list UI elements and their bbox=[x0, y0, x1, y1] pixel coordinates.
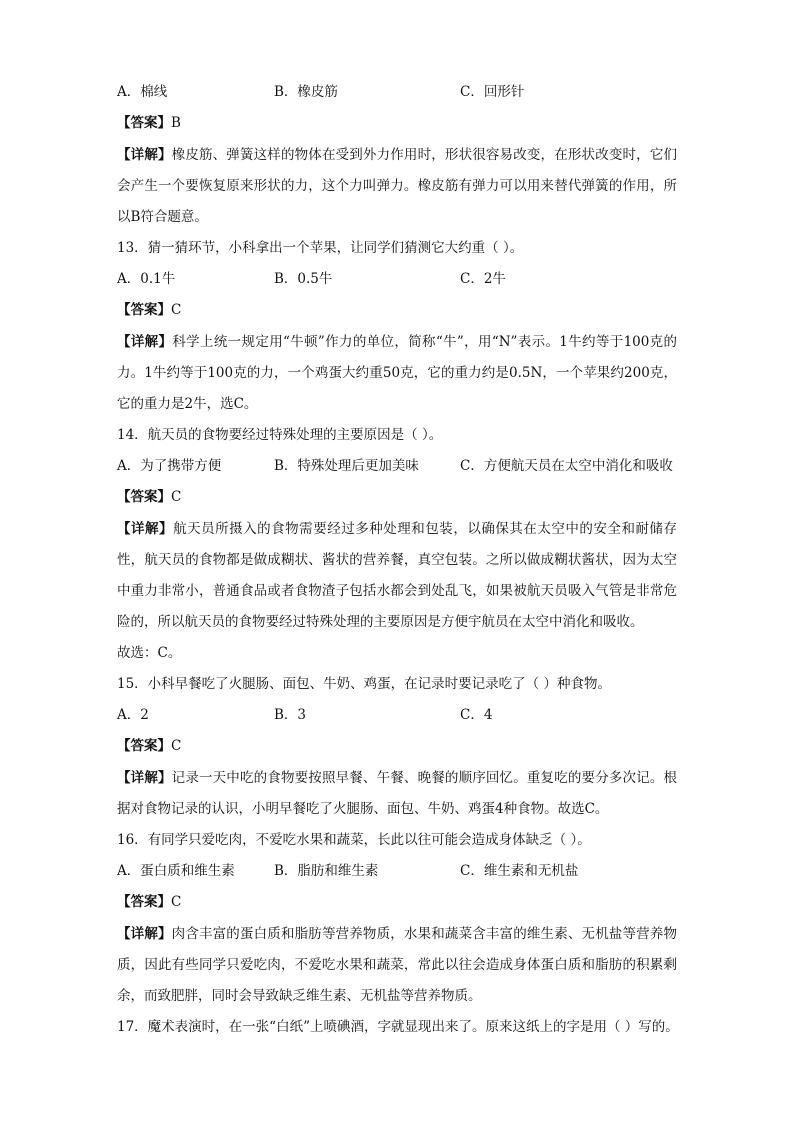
q15-answer-tag: 【答案】 bbox=[117, 738, 171, 754]
q14-question: 14．航天员的食物要经过特殊处理的主要原因是（ ）。 bbox=[117, 427, 443, 443]
q13-answer bbox=[117, 300, 181, 320]
q13-question: 13．猜一猜环节，小科拿出一个苹果，让同学们猜测它大约重（ ）。 bbox=[117, 240, 524, 256]
q14-answer-tag: 【答案】 bbox=[117, 489, 171, 505]
q16-detail-tag: 【详解】 bbox=[117, 926, 172, 942]
q12-detail-tag: 【详解】 bbox=[117, 147, 172, 163]
q17-question: 17．魔术表演时，在一张“白纸”上喷碘酒，字就显现出来了。原来这纸上的字是用（ ）写的。 bbox=[117, 1019, 679, 1035]
q14-conclusion: 故选：C。 bbox=[117, 645, 182, 661]
q15-detail-tag: 【详解】 bbox=[117, 770, 172, 786]
q13-option-c: C．2牛 bbox=[460, 271, 506, 287]
q13-answer-value: C bbox=[171, 302, 182, 318]
q16-answer bbox=[117, 892, 181, 912]
q14-answer bbox=[117, 487, 181, 507]
q15-question: 15．小科早餐吃了火腿肠、面包、牛奶、鸡蛋，在记录时要记录吃了（ ）种食物。 bbox=[117, 676, 611, 692]
q16-question: 16．有同学只爱吃肉，不爱吃水果和蔬菜，长此以往可能会造成身体缺乏（ ）。 bbox=[117, 832, 591, 848]
q15-detail bbox=[117, 763, 677, 825]
q16-detail-text: 肉含丰富的蛋白质和脂肪等营养物质，水果和蔬菜含丰富的维生素、无机盐等营养物质，因此有些同学只爱吃肉，不爱吃水果和蔬菜，常此以往会造成身体蛋白质和脂肪的积累剩余，而致肥胖，同时会导致缺乏维生素、无机盐等营养物质。 bbox=[117, 926, 678, 1004]
q12-answer bbox=[117, 113, 181, 133]
q14-option-b: B．特殊处理后更加美味 bbox=[274, 458, 419, 474]
q14-answer-value: C bbox=[171, 489, 182, 505]
q13-detail-tag: 【详解】 bbox=[117, 334, 173, 350]
q14-detail-tag: 【详解】 bbox=[117, 521, 174, 537]
q15-detail-text: 记录一天中吃的食物要按照早餐、午餐、晚餐的顺序回忆。重复吃的要分多次记。根据对食物记录的认识，小明早餐吃了火腿肠、面包、牛奶、鸡蛋4种食物。故选C。 bbox=[117, 770, 678, 817]
q16-answer-value: C bbox=[171, 894, 182, 910]
q12-option-c: C．回形针 bbox=[460, 84, 525, 100]
q12-option-a: A．棉线 bbox=[117, 84, 168, 100]
q14-option-a: A．为了携带方便 bbox=[117, 458, 222, 474]
q12-option-b: B．橡皮筋 bbox=[274, 84, 338, 100]
q12-answer-value: B bbox=[171, 115, 181, 131]
q13-option-b: B．0.5牛 bbox=[274, 271, 333, 287]
q13-answer-tag: 【答案】 bbox=[117, 302, 171, 318]
q16-option-b: B．脂肪和维生素 bbox=[274, 863, 379, 879]
q14-option-c: C．方便航天员在太空中消化和吸收 bbox=[460, 458, 673, 474]
q16-answer-tag: 【答案】 bbox=[117, 894, 171, 910]
q14-detail-text: 航天员所摄入的食物需要经过多种处理和包装，以确保其在太空中的安全和耐储存性，航天员的食物都是做成糊状、酱状的营养餐，真空包装。之所以做成糊状酱状，因为太空中重力非常小，普通食品或者食物渣子包括水都会到处乱飞，如果被航天员吸入气管是非常危险的，所以航天员的食物要经过特殊处理的主要原因是方便宇航员在太空中消化和吸收。 bbox=[117, 521, 678, 630]
q16-option-c: C．维生素和无机盐 bbox=[460, 863, 579, 879]
q12-detail-text: 橡皮筋、弹簧这样的物体在受到外力作用时，形状很容易改变，在形状改变时，它们会产生一个要恢复原来形状的力，这个力叫弹力。橡皮筋有弹力可以用来替代弹簧的作用，所以B符合题意。 bbox=[117, 147, 678, 225]
q13-detail bbox=[117, 327, 677, 420]
q14-detail bbox=[117, 514, 677, 638]
q13-detail-text: 科学上统一规定用“牛顿”作力的单位，简称“牛”，用“N”表示。1牛约等于100克的力。1牛约等于100克的力，一个鸡蛋大约重50克，它的重力约是0.5N，一个苹果约200克，它的重力是2牛，选C。 bbox=[117, 334, 678, 412]
q15-answer bbox=[117, 736, 181, 756]
q16-option-a: A．蛋白质和维生素 bbox=[117, 863, 235, 879]
q15-answer-value: C bbox=[171, 738, 182, 754]
q15-option-b: B．3 bbox=[274, 707, 307, 723]
q16-detail bbox=[117, 919, 677, 1012]
q12-detail bbox=[117, 140, 677, 233]
q15-option-a: A．2 bbox=[117, 707, 149, 723]
q13-option-a: A．0.1牛 bbox=[117, 271, 176, 287]
q12-answer-tag: 【答案】 bbox=[117, 115, 171, 131]
q15-option-c: C．4 bbox=[460, 707, 493, 723]
